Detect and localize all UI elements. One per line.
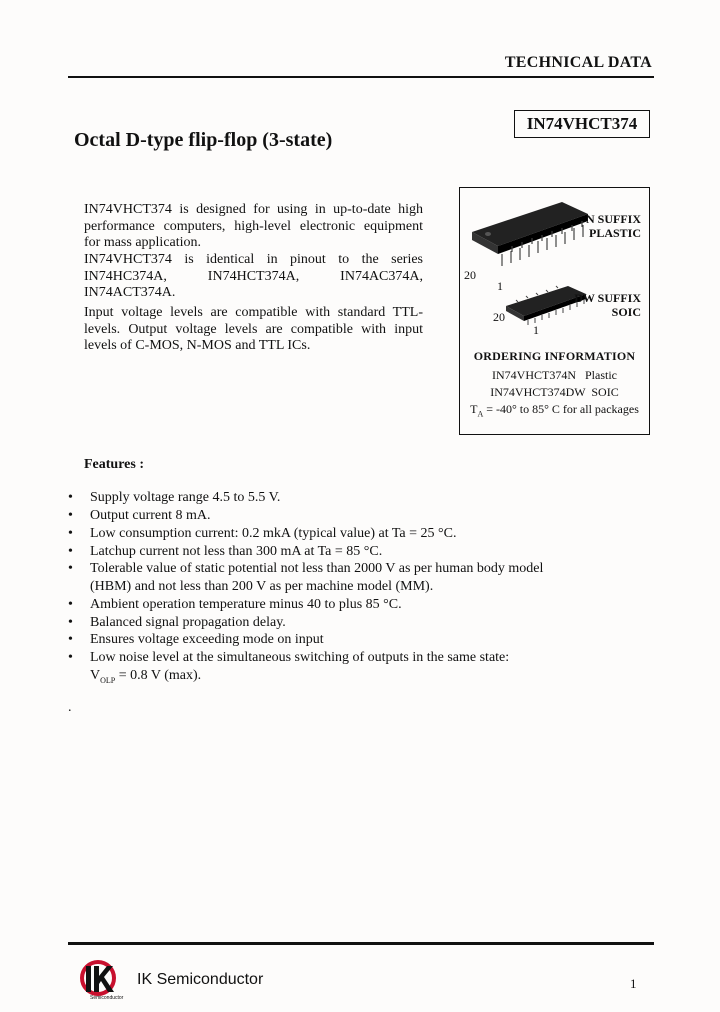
ik-logo-icon	[76, 960, 126, 1000]
dip-pin-1-label: 1	[497, 279, 503, 293]
feature-item	[68, 596, 588, 614]
feature-item	[68, 631, 588, 649]
temperature-range	[460, 402, 649, 418]
feature-text: Balanced signal propagation delay.	[90, 615, 286, 630]
n-suffix-label	[586, 212, 641, 240]
dw-type-text: SOIC	[611, 305, 641, 319]
dw-suffix-label	[574, 291, 641, 319]
dw-suffix-text: DW SUFFIX	[574, 291, 641, 305]
description-line: levels. Output voltage levels are compatible with input	[84, 321, 423, 337]
temp-subscript: A	[477, 409, 484, 419]
document-header-title: TECHNICAL DATA	[504, 54, 652, 71]
footer-rule	[68, 942, 654, 945]
bullet-icon: •	[68, 615, 73, 630]
ordering-line-plastic: IN74VHCT374N Plastic	[492, 368, 617, 382]
feature-text: Ensures voltage exceeding mode on input	[90, 632, 324, 647]
description-paragraph-2	[84, 252, 423, 302]
feature-item	[68, 489, 588, 507]
bullet-icon: •	[68, 561, 73, 576]
description-line: IN74VHCT374 is identical in pinout to the series	[84, 252, 423, 267]
ik-logo	[76, 960, 126, 1000]
n-type-text: PLASTIC	[588, 226, 641, 240]
ordering-info-title: ORDERING INFORMATION	[473, 349, 636, 363]
temp-symbol: T	[470, 402, 478, 416]
description-line: IN74ACT374A.	[84, 285, 176, 300]
bullet-icon: •	[68, 526, 73, 541]
volp-spec	[90, 668, 201, 683]
page-number: 1	[630, 976, 637, 991]
bullet-icon: •	[68, 490, 73, 505]
description-line: levels of C-MOS, N-MOS and TTL ICs.	[84, 338, 311, 353]
feature-item	[68, 560, 588, 596]
description-line: Input voltage levels are compatible with standard TTL-	[84, 305, 423, 320]
page-title: Octal D-type flip-flop (3-state)	[74, 129, 333, 151]
feature-item	[68, 543, 588, 561]
feature-item	[68, 507, 588, 525]
feature-text-block	[90, 649, 588, 689]
description-line: IN74VHCT374 is designed for using in up-to-date high	[84, 202, 423, 217]
feature-text: Tolerable value of static potential not less than 2000 V as per human body model (HBM) and not less than 200 V as per machine model (MM).	[90, 561, 544, 594]
dip-pin-20-label: 20	[464, 268, 476, 282]
description-line: IN74HC374A, IN74HCT374A, IN74AC374A,	[84, 268, 423, 284]
package-info-box	[459, 187, 650, 435]
feature-text: Supply voltage range 4.5 to 5.5 V.	[90, 490, 281, 505]
company-name: IK Semiconductor	[137, 971, 264, 988]
part-number-box: IN74VHCT374	[514, 110, 650, 138]
feature-text: Low noise level at the simultaneous switching of outputs in the same state:	[90, 650, 510, 665]
feature-text: Low consumption current: 0.2 mkA (typical value) at Ta = 25 °C.	[90, 526, 457, 541]
bullet-icon: •	[68, 597, 73, 612]
description-line: for mass application.	[84, 235, 202, 250]
feature-item	[68, 649, 588, 685]
volp-text: = 0.8 V (max).	[115, 667, 202, 683]
volp-subscript: OLP	[100, 675, 116, 685]
ordering-line-soic: IN74VHCT374DW SOIC	[490, 385, 619, 399]
temp-text: = -40° to 85° C for all packages	[483, 402, 639, 416]
bullet-icon: •	[68, 508, 73, 523]
bullet-icon: •	[68, 650, 73, 665]
header-rule	[68, 76, 654, 78]
description-line: performance computers, high-level electronic equipment	[84, 218, 423, 234]
soic-pin-20-label: 20	[493, 310, 505, 324]
feature-text: Latchup current not less than 300 mA at Ta = 85 °C.	[90, 544, 383, 559]
logo-caption: Semiconductor	[90, 995, 124, 1000]
soic-pin-1-label: 1	[533, 323, 539, 337]
n-suffix-text: N SUFFIX	[585, 212, 641, 226]
feature-text: Output current 8 mA.	[90, 508, 211, 523]
features-title: Features :	[84, 457, 144, 472]
description-paragraph-3	[84, 305, 423, 355]
bullet-icon: •	[68, 632, 73, 647]
feature-text: Ambient operation temperature minus 40 to plus 85 °C.	[90, 597, 402, 612]
description-paragraph-1	[84, 202, 423, 252]
feature-item	[68, 614, 588, 632]
bullet-icon: •	[68, 544, 73, 559]
feature-item	[68, 525, 588, 543]
stray-dot: .	[68, 700, 72, 715]
volp-symbol: V	[90, 667, 101, 683]
